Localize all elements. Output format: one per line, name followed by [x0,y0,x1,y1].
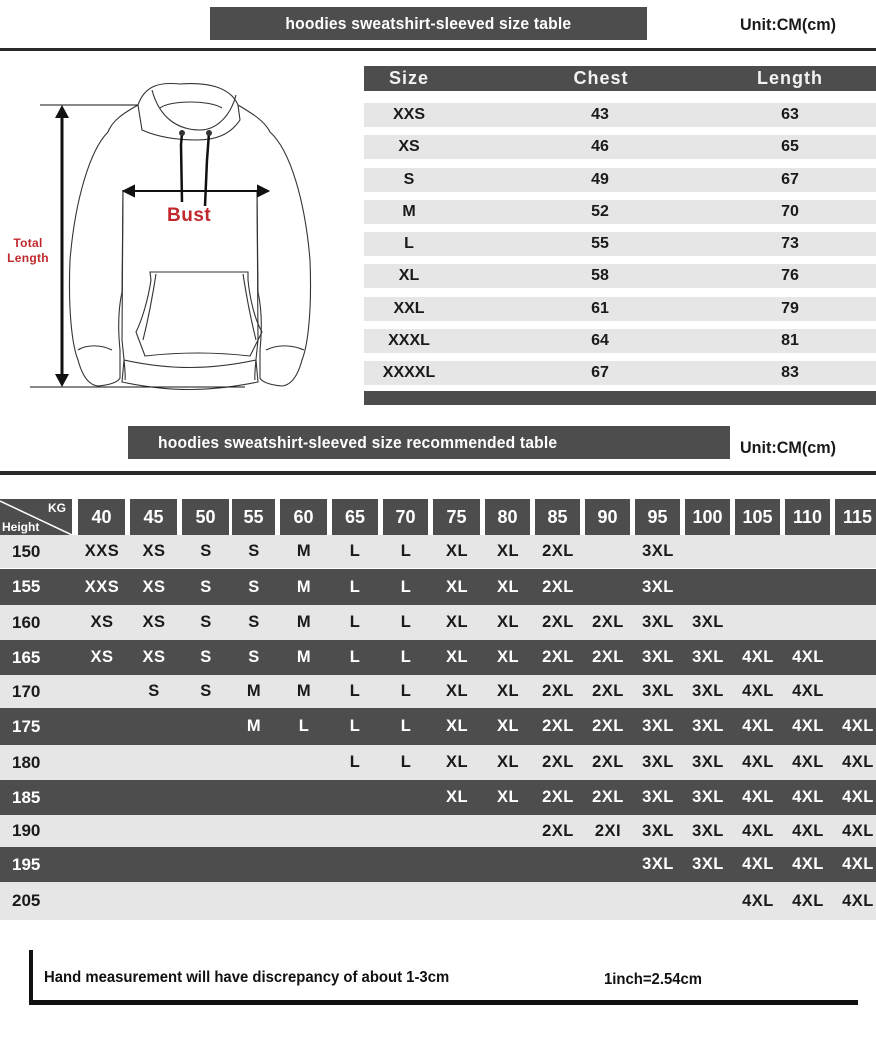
size-recommendation-cell: S [248,577,260,596]
size-recommendation-cell: 3XL [642,542,674,560]
height-label: 170 [12,681,41,701]
size-recommendation-cell: 4XL [742,891,774,910]
size-recommendation-cell: 4XL [742,855,774,873]
size-row [364,103,876,127]
measurement-note [44,969,480,987]
size-recommendation-cell: 3XL [692,753,724,771]
hoodie-outline-icon [0,60,360,400]
chest-cell: 61 [591,300,609,317]
size-recommendation-cell: 4XL [742,821,774,840]
recommend-row [0,640,876,675]
size-recommendation-cell: 3XL [642,648,674,666]
weight-label: 115 [842,506,873,527]
chest-cell: 67 [591,364,609,381]
size-recommendation-cell: 3XL [642,788,674,806]
size-row [364,168,876,192]
size-recommendation-cell: 4XL [742,682,774,700]
size-recommendation-cell: XS [90,613,114,631]
size-recommendation-cell: 3XL [692,717,724,735]
size-recommendation-cell: XXS [84,577,120,596]
total-length-label-line2: Length [7,251,49,265]
recommend-row [0,675,876,708]
weight-label: 55 [243,506,264,527]
size-recommendation-cell: L [349,753,361,771]
hoodie-diagram [0,60,360,400]
height-label: 150 [12,541,41,561]
size-recommendation-cell: 4XL [842,855,874,873]
size-recommendation-cell: L [349,648,361,666]
size-table-unit-text: Unit:CM(cm) [740,15,836,34]
size-recommendation-cell: 2XL [542,542,574,560]
weight-header [735,499,780,535]
weight-header [433,499,480,535]
size-recommendation-cell: 4XL [842,788,874,806]
weight-header [383,499,428,535]
height-label: 175 [12,716,41,736]
size-recommendation-cell: L [400,648,412,666]
weight-header [280,499,327,535]
size-recommendation-cell: XL [496,682,520,700]
size-recommendation-cell: S [200,542,212,560]
length-cell: 65 [781,138,799,155]
size-row [364,135,876,159]
recommend-row [0,815,876,847]
size-cell: XXXXL [382,364,436,381]
size-table-header [364,66,876,91]
size-recommendation-cell: XL [496,753,520,771]
size-recommendation-cell: 3XL [692,648,724,666]
size-recommendation-cell: 2XL [592,648,624,666]
weight-label: 105 [742,506,773,527]
size-recommendation-cell: S [148,682,160,700]
weight-header [635,499,680,535]
total-length-label-line1: Total [13,236,43,250]
size-recommendation-cell: 3XL [642,613,674,631]
height-label: 180 [12,752,41,772]
weight-label: 80 [497,506,518,527]
size-recommendation-cell: 3XL [692,682,724,700]
size-table-title [210,7,647,40]
size-recommendation-cell: XL [445,542,469,560]
weight-header [232,499,275,535]
length-cell: 83 [781,364,799,381]
height-label: 205 [12,891,41,910]
weight-label: 60 [293,506,314,527]
size-recommendation-cell: S [248,613,260,631]
size-recommendation-cell: S [248,542,260,560]
size-cell: XS [398,138,420,155]
size-cell: L [404,235,414,252]
size-recommendation-cell: L [349,542,361,560]
size-recommendation-cell: 3XL [642,682,674,700]
size-recommendation-cell: M [296,613,312,631]
chest-cell: 64 [591,332,609,349]
size-recommendation-cell: 3XL [692,855,724,873]
size-recommendation-cell: 4XL [742,788,774,806]
size-recommendation-cell: M [296,648,312,666]
size-recommendation-cell: 2XL [542,682,574,700]
size-recommendation-cell: 3XL [642,717,674,735]
size-recommendation-cell: 3XL [692,821,724,840]
size-recommendation-cell: XL [496,577,520,596]
chest-cell: 55 [591,235,609,252]
weight-header [485,499,530,535]
header-size: Size [388,68,430,88]
size-recommendation-cell: 2XL [592,682,624,700]
size-recommendation-cell: XS [142,648,166,666]
size-recommendation-cell: L [400,613,412,631]
chest-cell: 49 [591,171,609,188]
size-table-title-text: hoodies sweatshirt-sleeved size table [285,13,572,33]
height-label: 185 [12,787,41,807]
size-recommendation-cell: S [200,682,212,700]
size-recommendation-cell: 4XL [842,891,874,910]
weight-label: 45 [143,506,164,527]
size-recommendation-cell: 4XL [742,648,774,666]
weight-label: 110 [792,506,823,527]
inch-conversion-note [604,971,709,989]
size-recommendation-cell: XL [445,648,469,666]
header-length: Length [757,68,823,88]
chest-cell: 52 [591,203,609,220]
size-cell: XXXL [388,332,430,349]
total-length-label [2,236,54,266]
size-recommendation-cell: S [200,613,212,631]
size-cell: XXL [393,300,425,317]
weight-header [535,499,580,535]
size-recommendation-cell: XL [496,788,520,806]
size-recommendation-cell: 4XL [742,717,774,735]
size-recommendation-cell: M [296,682,312,700]
size-recommendation-cell: XS [90,648,114,666]
size-recommendation-cell: 3XL [692,613,724,631]
size-recommendation-cell: 2XL [592,753,624,771]
size-table [364,66,876,381]
size-row [364,264,876,288]
recommend-table-title [128,426,730,459]
recommend-row [0,708,876,745]
weight-label: 50 [195,506,216,527]
size-recommendation-cell: XL [445,788,469,806]
grid-corner-cell [0,499,72,535]
size-cell: S [403,171,415,188]
chest-cell: 58 [591,267,609,284]
header-chest: Chest [573,68,629,88]
size-recommendation-cell: 4XL [742,753,774,771]
weight-header [785,499,830,535]
size-recommendation-cell: M [246,682,262,700]
length-cell: 79 [781,300,799,317]
weight-label: 65 [344,506,366,527]
size-recommendation-cell: XS [142,542,166,560]
height-label: 190 [12,821,41,840]
size-recommendation-cell: L [400,682,412,700]
inch-conversion-text: 1inch=2.54cm [604,971,703,988]
size-recommendation-cell: 3XL [642,577,674,596]
length-cell: 73 [781,235,799,252]
size-recommendation-cell: 2XL [542,648,574,666]
size-recommendation-cell: 4XL [792,788,824,806]
size-recommendation-cell: 4XL [792,648,824,666]
size-cell: XXS [392,106,425,123]
weight-header [182,499,229,535]
length-cell: 63 [781,106,799,123]
size-table-footer-bar [364,391,876,405]
bust-label: Bust [167,205,212,226]
size-recommendation-cell: 2XI [594,821,622,840]
height-label: 195 [12,854,41,874]
weight-label: 40 [91,506,112,527]
size-recommendation-cell: 2XL [542,613,574,631]
size-recommendation-cell: 2XL [542,821,574,840]
middle-divider [0,471,876,475]
size-cell: XL [398,267,420,284]
size-cell: M [402,203,416,220]
size-recommendation-cell: 3XL [642,855,674,873]
size-recommendation-cell: 4XL [842,717,874,735]
length-cell: 76 [781,267,799,284]
size-recommendation-cell: L [349,717,361,735]
recommend-row [0,780,876,815]
weight-label: 95 [647,506,668,527]
size-recommendation-cell: L [349,682,361,700]
height-label: 160 [12,612,41,632]
size-recommendation-cell: XS [142,577,166,596]
weight-label: 75 [446,506,467,527]
size-recommendation-cell: 3XL [642,821,674,840]
recommend-row [0,535,876,568]
size-recommendation-cell: 4XL [792,753,824,771]
size-recommendation-cell: 2XL [542,577,574,596]
recommend-table-title-text: hoodies sweatshirt-sleeved size recommended table [158,432,558,452]
size-recommendation-cell: XXS [84,542,120,560]
weight-header [130,499,177,535]
weight-label: 90 [597,506,618,527]
size-recommendation-cell: XL [445,682,469,700]
size-recommendation-cell: M [246,717,262,735]
corner-height-label: Height [2,520,40,534]
top-divider [0,48,876,51]
recommend-row [0,882,876,920]
size-recommendation-cell: 2XL [542,788,574,806]
size-recommendation-cell: L [349,577,361,596]
recommend-row [0,847,876,882]
size-recommendation-cell: XL [496,613,520,631]
height-label: 155 [12,577,41,596]
size-recommendation-cell: 2XL [542,753,574,771]
size-recommendation-cell: XS [142,613,166,631]
size-recommendation-cell: 4XL [792,682,824,700]
size-recommendation-cell: 4XL [792,891,824,910]
height-label: 165 [12,647,41,667]
size-row [364,361,876,385]
length-cell: 70 [781,203,799,220]
size-recommendation-cell: 4XL [842,753,874,771]
size-recommendation-cell: XL [445,577,469,596]
weight-header [685,499,730,535]
measurement-note-text: Hand measurement will have discrepancy of about 1-3cm [44,969,450,986]
size-recommendation-cell: M [296,542,312,560]
size-recommendation-cell: 2XL [592,717,624,735]
recommend-table-unit-text: Unit:CM(cm) [740,438,836,457]
size-recommendation-cell: L [400,542,412,560]
size-recommendation-cell: 4XL [792,821,824,840]
length-cell: 81 [781,332,799,349]
size-recommendation-cell: 4XL [842,821,874,840]
size-recommendation-cell: L [400,717,412,735]
weight-label: 85 [547,506,568,527]
recommend-row [0,569,876,605]
recommend-row [0,745,876,780]
weight-header [585,499,630,535]
size-table-unit [740,15,841,35]
weight-header [835,499,876,535]
size-recommendation-cell: S [200,648,212,666]
chest-cell: 46 [591,138,609,155]
recommend-table-unit [740,438,841,458]
size-recommendation-cell: L [349,613,361,631]
size-row [364,200,876,224]
recommend-row [0,605,876,640]
size-recommendation-cell: XL [445,613,469,631]
chest-cell: 43 [591,106,609,123]
corner-kg-label: KG [48,501,66,515]
size-recommendation-cell: L [400,577,412,596]
weight-label: 100 [692,506,723,527]
size-recommendation-cell: XL [445,753,469,771]
size-recommendation-cell: XL [496,648,520,666]
size-recommendation-cell: 4XL [792,717,824,735]
size-row [364,297,876,321]
size-recommendation-cell: XL [496,542,520,560]
weight-header [78,499,125,535]
size-recommendation-cell: 2XL [592,788,624,806]
size-recommendation-cell: S [200,577,212,596]
size-row [364,232,876,256]
size-recommendation-cell: 3XL [642,753,674,771]
size-recommendation-cell: S [248,648,260,666]
length-cell: 67 [781,171,799,188]
size-recommendation-cell: M [296,577,312,596]
size-row [364,329,876,353]
size-recommendation-cell: L [400,753,412,771]
size-recommendation-cell: 3XL [692,788,724,806]
size-recommendation-cell: L [298,717,310,735]
size-recommendation-cell: 4XL [792,855,824,873]
weight-header [332,499,378,535]
weight-label: 70 [395,506,416,527]
size-recommendation-cell: XL [445,717,469,735]
size-recommendation-cell: XL [496,717,520,735]
size-recommendation-cell: 2XL [542,717,574,735]
size-recommendation-cell: 2XL [592,613,624,631]
